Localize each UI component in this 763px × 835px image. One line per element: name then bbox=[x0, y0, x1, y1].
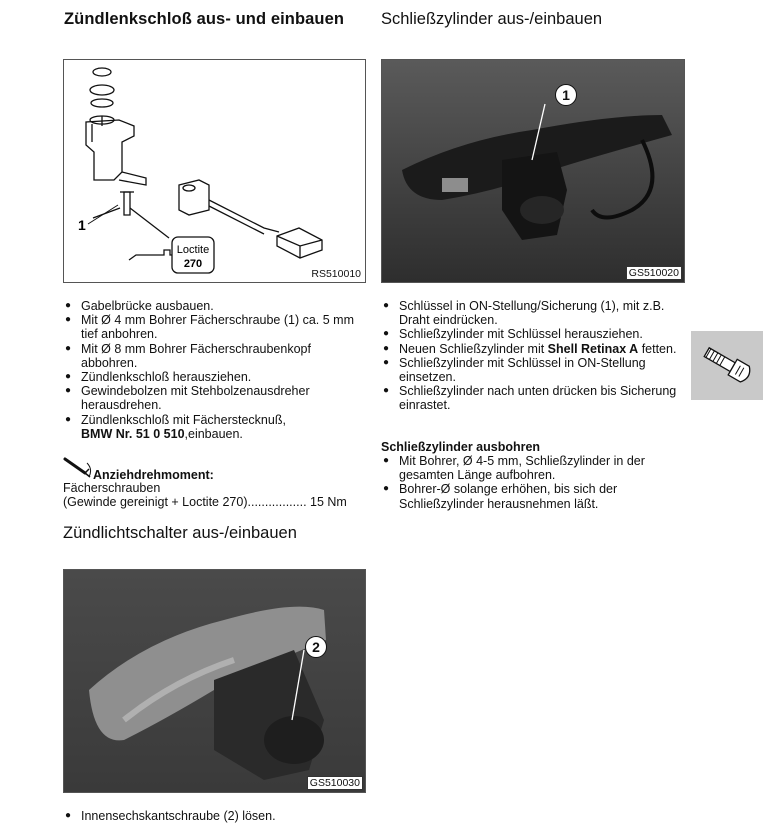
torque-line bbox=[63, 495, 368, 509]
steps-right bbox=[381, 299, 686, 413]
figure-caption: GS510030 bbox=[307, 776, 363, 790]
list-item bbox=[381, 342, 686, 356]
step-text: Zündlenkschloß mit Fächerstecknuß, bbox=[81, 412, 286, 427]
loctite-label: Loctite bbox=[176, 244, 210, 256]
list-item: ● Mit Ø 4 mm Bohrer Fächerschraube (1) ca. 5 mm tief anbohren. bbox=[63, 313, 368, 341]
page-title-ignition-lock: Zündlenkschloß aus- und einbauen bbox=[64, 10, 345, 28]
ignition-switch-photo bbox=[64, 570, 365, 792]
torque-detail: (Gewinde gereinigt + Loctite 270) bbox=[63, 495, 248, 510]
tool-number: BMW Nr. 51 0 510 bbox=[81, 426, 185, 441]
grease-name: Shell Retinax A bbox=[547, 341, 639, 356]
list-item: ● Schließzylinder mit Schlüssel in ON-Stellung einsetzen. bbox=[381, 356, 686, 384]
list-item: ● Gabelbrücke ausbauen. bbox=[63, 299, 368, 313]
list-item: ● Mit Bohrer, Ø 4-5 mm, Schließzylinder in der gesamten Länge aufbohren. bbox=[381, 454, 686, 482]
list-item: ● Gewindebolzen mit Stehbolzenausdreher herausdrehen. bbox=[63, 384, 368, 412]
steps-left bbox=[63, 299, 368, 441]
ignition-lock-diagram bbox=[64, 60, 365, 282]
list-item: ● Innensechskantschraube (2) lösen. bbox=[63, 809, 368, 823]
callout-1: 1 bbox=[555, 84, 577, 106]
loctite-number: 270 bbox=[183, 258, 203, 270]
torque-dots: ................. bbox=[247, 495, 307, 510]
section-title-lock-cylinder: Schließzylinder aus-/einbauen bbox=[381, 10, 603, 28]
chapter-tab bbox=[691, 331, 763, 400]
step-suffix: ,einbauen. bbox=[184, 426, 243, 441]
list-item: ● Mit Ø 8 mm Bohrer Fächerschraubenkopf abbohren. bbox=[63, 342, 368, 370]
torque-item: Fächerschrauben bbox=[63, 481, 161, 495]
list-item: ● Schließzylinder nach unten drücken bis Sicherung einrastet. bbox=[381, 384, 686, 412]
ignition-key-icon bbox=[691, 331, 763, 400]
step-prefix: Neuen Schließzylinder mit bbox=[399, 341, 548, 356]
figure-label-1: 1 bbox=[78, 217, 86, 233]
step-suffix: fetten. bbox=[638, 341, 677, 356]
section-title-ignition-switch: Zündlichtschalter aus-/einbauen bbox=[63, 524, 297, 542]
figure-caption: GS510020 bbox=[626, 266, 682, 280]
figure-lock-cylinder-photo bbox=[381, 59, 685, 283]
list-item: ● Schließzylinder mit Schlüssel herausziehen. bbox=[381, 327, 686, 341]
torque-value: 15 Nm bbox=[310, 495, 347, 510]
lock-cylinder-photo bbox=[382, 60, 684, 282]
list-item: ● Zündlenkschloß herausziehen. bbox=[63, 370, 368, 384]
torque-title: Anziehdrehmoment: bbox=[93, 468, 214, 482]
subsection-steps bbox=[381, 454, 686, 511]
list-item: ● Bohrer-Ø solange erhöhen, bis sich der Schließzylinder herausnehmen läßt. bbox=[381, 482, 686, 510]
callout-2: 2 bbox=[305, 636, 327, 658]
subsection-title: Schließzylinder ausbohren bbox=[381, 440, 541, 454]
figure-ignition-switch-photo bbox=[63, 569, 366, 793]
figure-ignition-lock-drawing bbox=[63, 59, 366, 283]
figure-caption: RS510010 bbox=[311, 268, 361, 280]
list-item: ● Schlüssel in ON-Stellung/Sicherung (1), mit z.B. Draht eindrücken. bbox=[381, 299, 686, 327]
torque-spec bbox=[63, 455, 368, 509]
list-item bbox=[63, 413, 368, 441]
wrench-torque-icon bbox=[63, 455, 93, 481]
steps-bottom bbox=[63, 809, 368, 823]
